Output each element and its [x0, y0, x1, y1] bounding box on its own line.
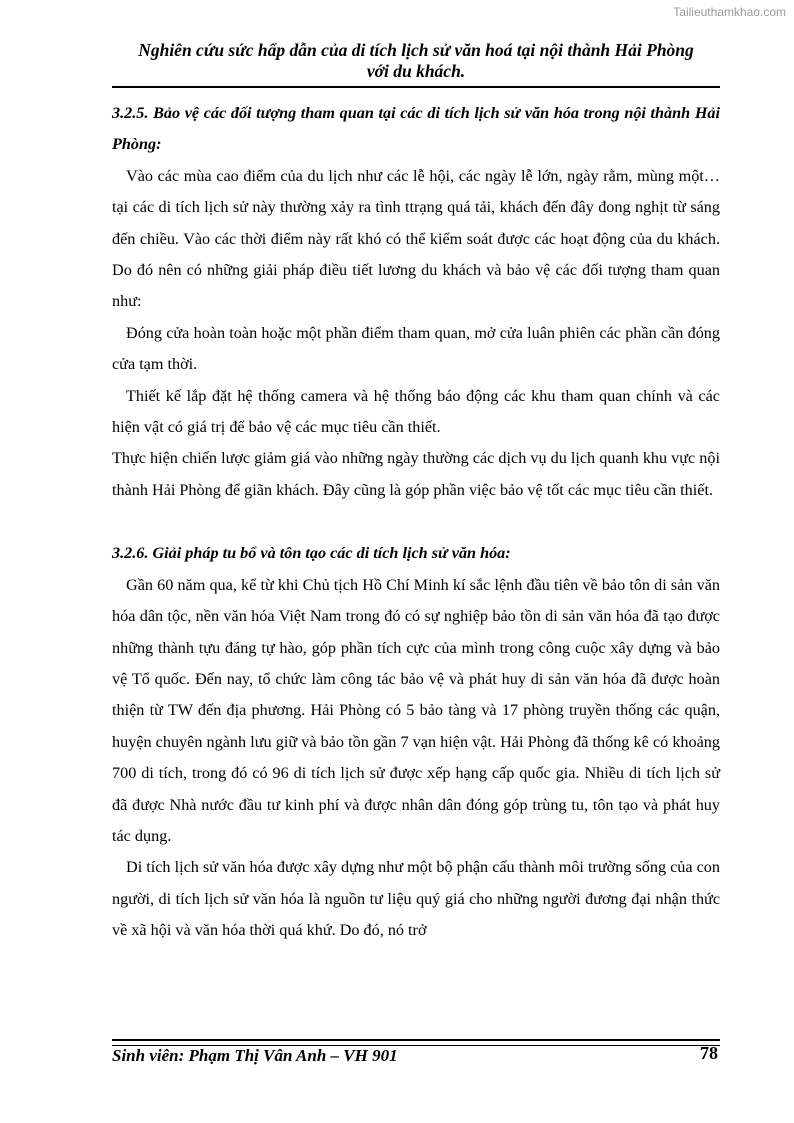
section-325-paragraph: Thiết kế lắp đặt hệ thống camera và hệ thống báo động các khu tham quan chính và các hiện vật có giá trị để bảo vệ các mục tiêu cần thiết. — [112, 386, 720, 437]
section-spacer — [112, 506, 720, 538]
watermark: Tailieuthamkhao.com — [673, 5, 786, 19]
section-325-paragraph: Thực hiện chiến lược giảm giá vào những ngày thường các dịch vụ du lịch quanh khu vực nội thành Hải Phòng để giãn khách. Đây cũng là góp phần việc bảo vệ tốt các mục tiêu cần thiết. — [112, 449, 720, 499]
header-title-line-1: Nghiên cứu sức hấp dẫn của di tích lịch sử văn hoá tại nội thành Hải Phòng — [138, 40, 694, 60]
footer-divider — [112, 1039, 720, 1046]
section-326-paragraph: Di tích lịch sử văn hóa được xây dựng như một bộ phận cấu thành môi trường sống của con người, di tích lịch sử văn hóa là nguồn tư liệu quý giá cho những người đương đại nhận thức về xã hội và văn hóa thời quá khứ. Do đó, nó trở — [112, 858, 720, 940]
header-divider — [112, 86, 720, 88]
section-326-paragraph: Gần 60 năm qua, kể từ khi Chủ tịch Hồ Chí Minh kí sắc lệnh đầu tiên về bảo tôn di sản văn hóa dân tộc, nền văn hóa Việt Nam trong đó có sự nghiệp bảo tồn di sản văn hóa đã tạo được những thành tựu đáng tự hào, góp phần tích cực của mình trong công cuộc xây dựng và bảo vệ Tổ quốc. Đến nay, tổ chức làm công tác bảo vệ và phát huy di sản văn hóa đã được hoàn thiện từ TW đến địa phương. Hải Phòng có 5 bảo tàng và 17 phòng truyền thống các quận, huyện chuyên ngành lưu giữ và bảo tồn gần 7 vạn hiện vật. Hải Phòng đã thống kê có khoảng 700 di tích, trong đó có 96 di tích lịch sử được xếp hạng cấp quốc gia. Nhiều di tích lịch sử đã được Nhà nước đầu tư kinh phí và được nhân dân đóng góp trùng tu, tôn tạo và phát huy tác dụng. — [112, 575, 720, 845]
section-325-heading: 3.2.5. Bảo vệ các đối tượng tham quan tại các di tích lịch sử văn hóa trong nội thành Hải Phòng: — [112, 104, 720, 154]
document-body — [112, 98, 720, 947]
page-number: 78 — [700, 1043, 718, 1063]
header-title-line-2: với du khách. — [366, 61, 466, 81]
section-325-paragraph: Vào các mùa cao điểm của du lịch như các lễ hội, các ngày lễ lớn, ngày rằm, mùng một…tại các di tích lịch sử này thường xảy ra tình ttrạng quá tải, khách đến đây đong nghịt từ sáng đến chiều. Vào các thời điểm này rất khó có thể kiểm soát được các hoạt động của du khách. Do đó nên có những giải pháp điều tiết lương du khách và bảo vệ các đối tượng tham quan như: — [112, 166, 720, 311]
page-header — [112, 40, 720, 82]
section-325-paragraph: Đóng cửa hoàn toàn hoặc một phần điểm tham quan, mở cửa luân phiên các phần cần đóng cửa tạm thời. — [112, 323, 720, 374]
section-326-heading: 3.2.6. Giải pháp tu bổ và tôn tạo các di tích lịch sử văn hóa: — [112, 544, 511, 563]
footer-author: Sinh viên: Phạm Thị Vân Anh – VH 901 — [112, 1046, 398, 1065]
